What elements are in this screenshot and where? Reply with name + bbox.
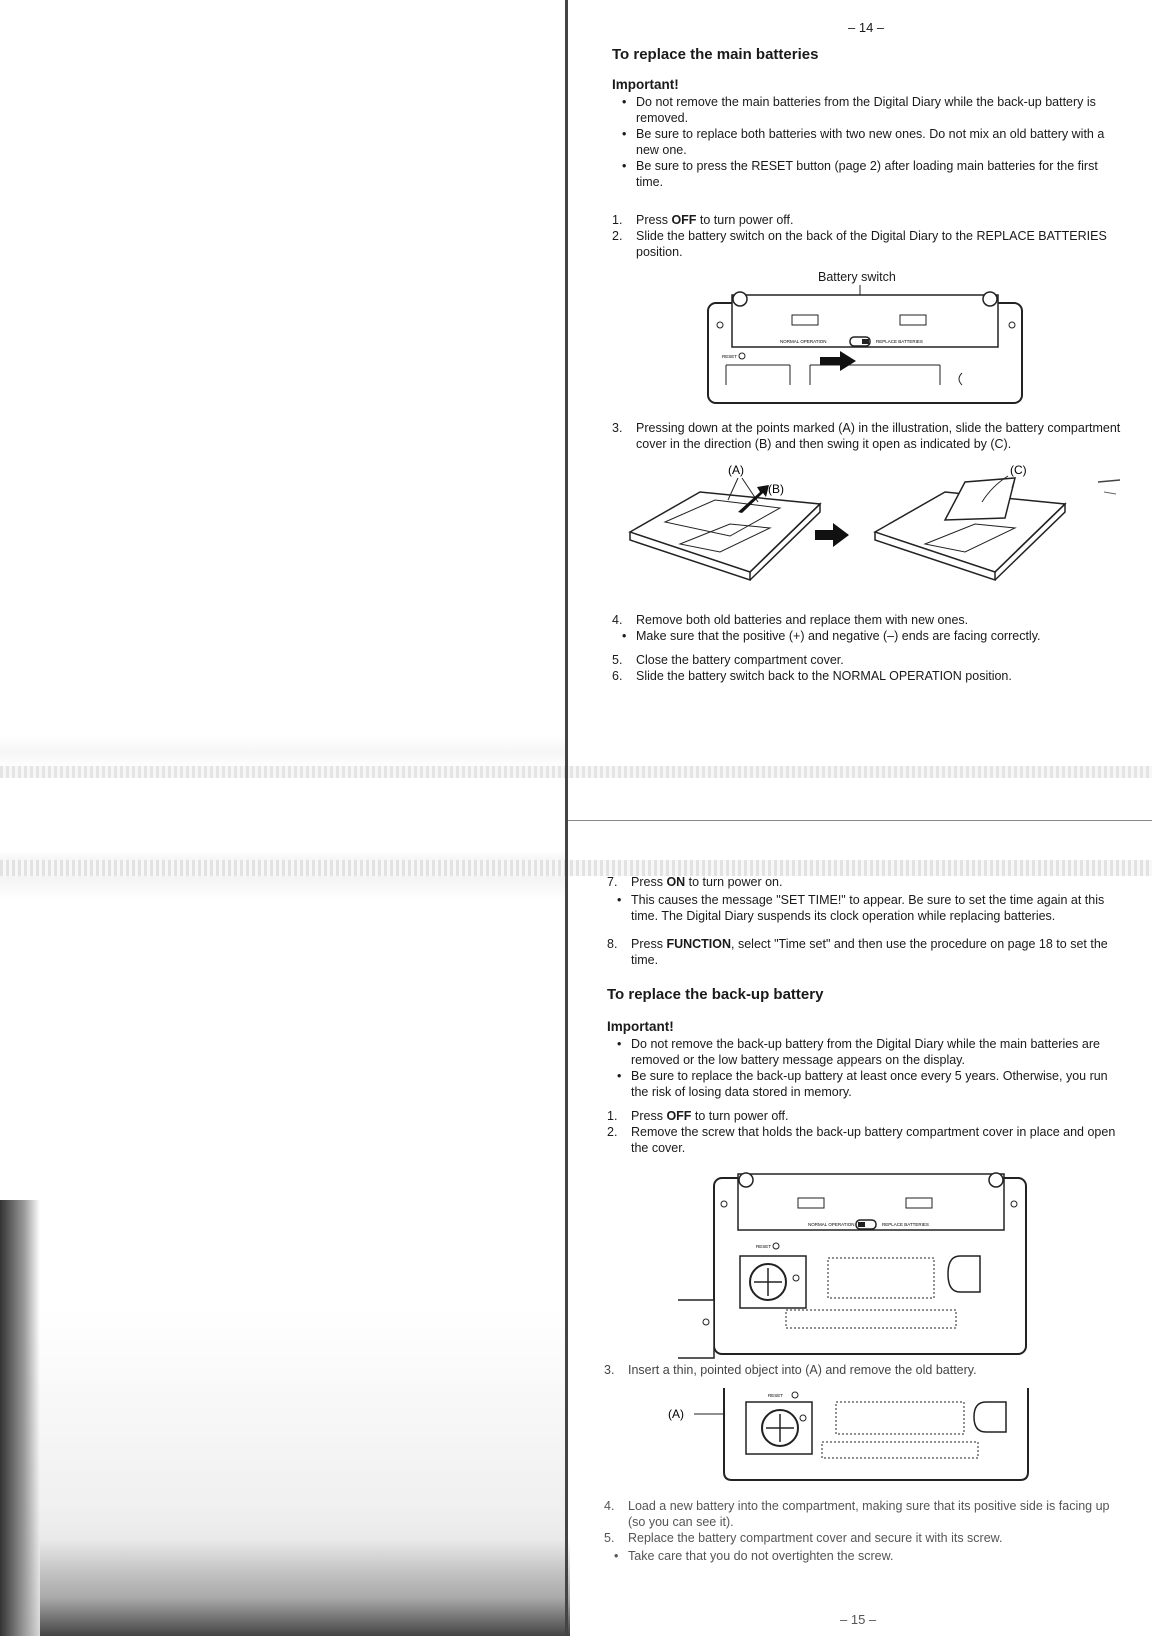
battery-cover-illustration: [620, 462, 1140, 582]
step-item: 2. Slide the battery switch on the back of the Digital Diary to the REPLACE BATTERIES position.: [612, 229, 1107, 259]
page-number: – 14 –: [848, 20, 885, 35]
section-title: To replace the main batteries: [612, 46, 819, 63]
page-number: – 15 –: [840, 1612, 877, 1627]
important-item: • Be sure to replace both batteries with two new ones. Do not mix an old battery with a new one.: [612, 126, 1122, 158]
replace-batteries-label: REPLACE BATTERIES: [882, 1222, 929, 1227]
page-fold-line: [565, 0, 568, 1636]
step-item: 5. Replace the battery compartment cover and secure it with its screw.: [604, 1531, 1003, 1545]
label-a: (A): [668, 1407, 684, 1421]
step-item: 4. Load a new battery into the compartment, making sure that its positive side is facing up (so you can see it).: [604, 1499, 1110, 1529]
scan-shadow-left: [0, 1200, 40, 1636]
blank-left-page: [0, 0, 565, 1636]
arrow-icon: [815, 523, 849, 547]
replace-batteries-label: REPLACE BATTERIES: [876, 339, 923, 344]
important-item: • Be sure to replace the back-up battery at least once every 5 years. Otherwise, you run the risk of losing data stored in memory.: [607, 1068, 1119, 1100]
page-15: [607, 874, 1119, 1156]
step-item: 3. Insert a thin, pointed object into (A) and remove the old battery.: [604, 1363, 977, 1377]
important-list: [612, 94, 1122, 190]
backup-battery-illustration: [678, 1172, 1038, 1372]
step-item: 4. Remove both old batteries and replace them with new ones.: [612, 613, 969, 627]
important-label: Important!: [612, 77, 679, 92]
step-item: 1. Press OFF to turn power off.: [612, 213, 794, 227]
label-c: (C): [1010, 463, 1027, 477]
important-item: • Be sure to press the RESET button (page 2) after loading main batteries for the first time.: [612, 158, 1122, 190]
note-item: • Take care that you do not overtighten the screw.: [604, 1548, 1116, 1564]
step-item: 6. Slide the battery switch back to the NORMAL OPERATION position.: [612, 669, 1012, 683]
step-item: 7. Press ON to turn power on.: [607, 875, 783, 889]
label-a: (A): [728, 463, 744, 477]
important-item: • Do not remove the main batteries from the Digital Diary while the back-up battery is removed.: [612, 94, 1122, 126]
important-item: • Do not remove the back-up battery from the Digital Diary while the main batteries are removed or the low battery message appears on the display.: [607, 1036, 1119, 1068]
section-title: To replace the back-up battery: [607, 986, 824, 1003]
step-item: 2. Remove the screw that holds the back-up battery compartment cover in place and open the cover.: [607, 1125, 1116, 1155]
reset-label: RESET: [768, 1393, 784, 1398]
remove-battery-illustration: [668, 1388, 1048, 1488]
scan-shadow-bottom: [40, 1540, 570, 1636]
reset-label: RESET: [722, 354, 738, 359]
important-list: [607, 1036, 1119, 1100]
steps-list: [612, 212, 1122, 260]
label-b: (B): [768, 482, 784, 496]
page-14: [612, 46, 1122, 260]
step-item: 5. Close the battery compartment cover.: [612, 653, 844, 667]
important-label: Important!: [607, 1019, 674, 1034]
step-item: 1. Press OFF to turn power off.: [607, 1109, 789, 1123]
scan-band: [0, 766, 1152, 778]
note-item: • Make sure that the positive (+) and negative (–) ends are facing correctly.: [612, 628, 1122, 644]
step-item: 3. Pressing down at the points marked (A) in the illustration, slide the battery compartment cover in the direction (B) and then swing it open as indicated by (C).: [612, 421, 1121, 451]
normal-operation-label: NORMAL OPERATION: [780, 339, 827, 344]
note-item: • This causes the message "SET TIME!" to appear. Be sure to set the time again at this time. The Digital Diary suspends its clock operation while replacing batteries.: [607, 892, 1119, 924]
battery-switch-illustration: [700, 285, 1030, 405]
figure-caption: Battery switch: [818, 270, 896, 284]
page-divider: [565, 820, 1152, 821]
normal-operation-label: NORMAL OPERATION: [808, 1222, 855, 1227]
reset-label: RESET: [756, 1244, 772, 1249]
step-item: 8. Press FUNCTION, select "Time set" and then use the procedure on page 18 to set the time.: [607, 937, 1108, 967]
